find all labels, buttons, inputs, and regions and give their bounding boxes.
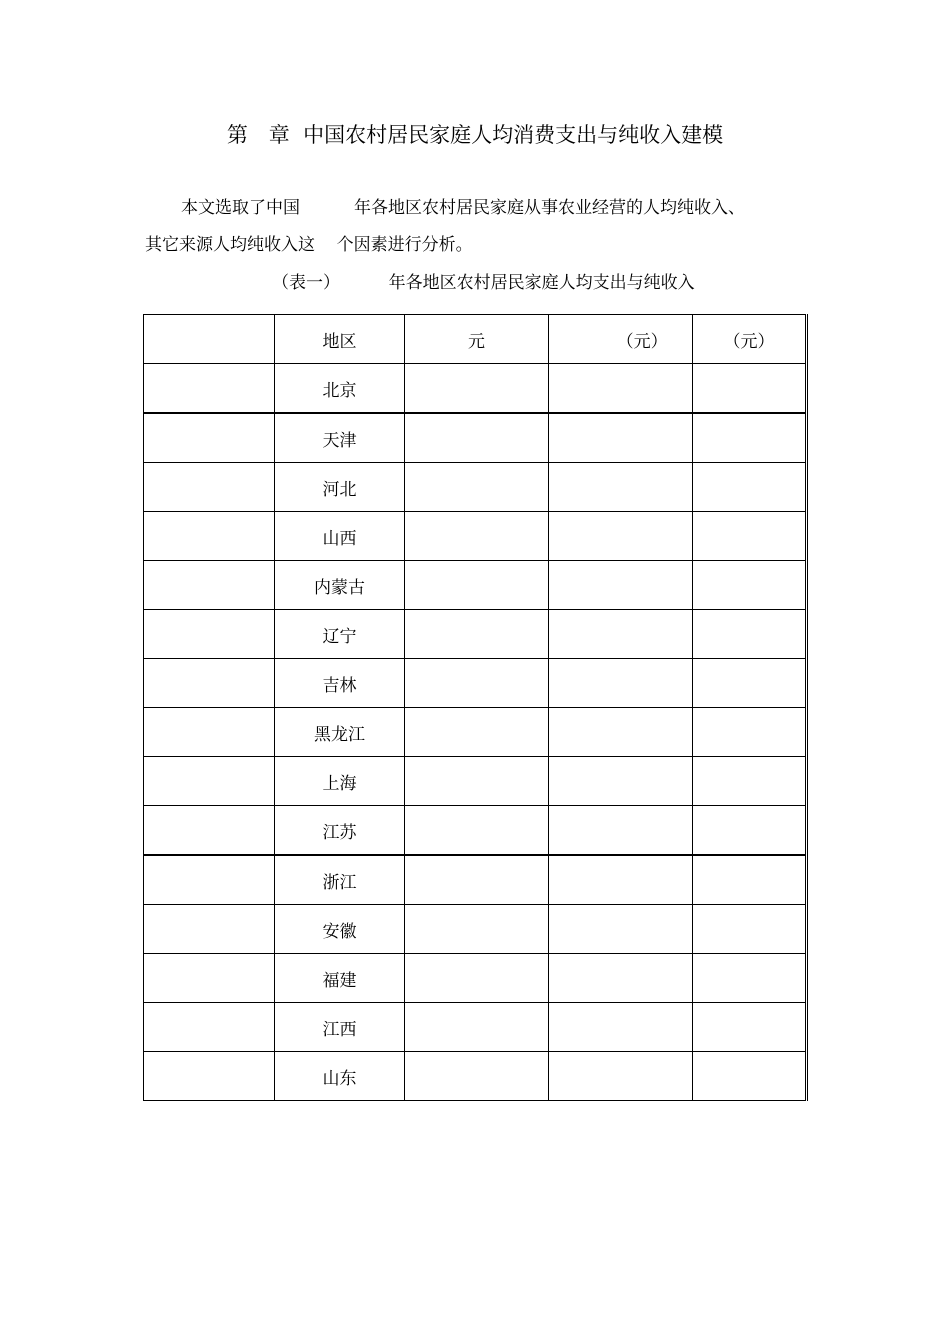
cell-expenditure xyxy=(405,1052,549,1101)
cell-other-income xyxy=(693,512,807,561)
cell-farm-income xyxy=(549,659,693,708)
table-row xyxy=(144,806,807,856)
header-cell-expenditure: 元 xyxy=(405,315,549,364)
cell-index xyxy=(144,659,275,708)
intro-line-1: 本文选取了中国 年各地区农村居民家庭从事农业经营的人均纯收入、 xyxy=(181,198,746,218)
cell-region: 河北 xyxy=(275,463,405,512)
cell-expenditure xyxy=(405,806,549,856)
cell-index xyxy=(144,1052,275,1101)
cell-expenditure xyxy=(405,561,549,610)
cell-farm-income xyxy=(549,463,693,512)
cell-other-income xyxy=(693,954,807,1003)
cell-expenditure xyxy=(405,512,549,561)
cell-other-income xyxy=(693,708,807,757)
cell-expenditure xyxy=(405,905,549,954)
cell-index xyxy=(144,364,275,414)
cell-index xyxy=(144,561,275,610)
cell-other-income xyxy=(693,561,807,610)
cell-other-income xyxy=(693,610,807,659)
cell-farm-income xyxy=(549,905,693,954)
cell-region: 北京 xyxy=(275,364,405,414)
header-cell-index xyxy=(144,315,275,364)
table-row xyxy=(144,413,807,463)
cell-region: 福建 xyxy=(275,954,405,1003)
cell-region: 内蒙古 xyxy=(275,561,405,610)
cell-other-income xyxy=(693,364,807,414)
table-row xyxy=(144,905,807,954)
intro-line-2: 其它来源人均纯收入这 个因素进行分析。 xyxy=(145,235,473,255)
cell-region: 辽宁 xyxy=(275,610,405,659)
header-cell-farm-income: （元） xyxy=(549,315,693,364)
cell-region: 浙江 xyxy=(275,855,405,905)
cell-farm-income xyxy=(549,1003,693,1052)
table-row xyxy=(144,855,807,905)
cell-index xyxy=(144,806,275,856)
cell-farm-income xyxy=(549,806,693,856)
cell-region: 天津 xyxy=(275,413,405,463)
cell-other-income xyxy=(693,1052,807,1101)
cell-expenditure xyxy=(405,1003,549,1052)
table-header-row xyxy=(144,315,807,364)
cell-index xyxy=(144,413,275,463)
cell-expenditure xyxy=(405,610,549,659)
chapter-title: 第 章 中国农村居民家庭人均消费支出与纯收入建模 xyxy=(226,123,724,147)
data-table-container xyxy=(143,314,808,1101)
cell-expenditure xyxy=(405,757,549,806)
cell-farm-income xyxy=(549,954,693,1003)
table-row xyxy=(144,708,807,757)
data-table xyxy=(143,314,808,1101)
table-row xyxy=(144,954,807,1003)
cell-expenditure xyxy=(405,364,549,414)
cell-index xyxy=(144,757,275,806)
cell-index xyxy=(144,855,275,905)
table-row xyxy=(144,512,807,561)
cell-other-income xyxy=(693,905,807,954)
cell-other-income xyxy=(693,855,807,905)
cell-expenditure xyxy=(405,855,549,905)
cell-other-income xyxy=(693,463,807,512)
cell-expenditure xyxy=(405,954,549,1003)
cell-index xyxy=(144,610,275,659)
cell-other-income xyxy=(693,413,807,463)
table-row xyxy=(144,1003,807,1052)
table-caption: （表一） 年各地区农村居民家庭人均支出与纯收入 xyxy=(272,273,695,293)
cell-index xyxy=(144,954,275,1003)
cell-farm-income xyxy=(549,561,693,610)
cell-expenditure xyxy=(405,463,549,512)
cell-region: 江苏 xyxy=(275,806,405,856)
table-row xyxy=(144,659,807,708)
table-row xyxy=(144,610,807,659)
cell-farm-income xyxy=(549,364,693,414)
cell-index xyxy=(144,512,275,561)
cell-index xyxy=(144,1003,275,1052)
table-row xyxy=(144,561,807,610)
table-row xyxy=(144,1052,807,1101)
cell-other-income xyxy=(693,1003,807,1052)
cell-farm-income xyxy=(549,413,693,463)
cell-farm-income xyxy=(549,708,693,757)
cell-region: 黑龙江 xyxy=(275,708,405,757)
table-row xyxy=(144,463,807,512)
cell-region: 上海 xyxy=(275,757,405,806)
cell-region: 山西 xyxy=(275,512,405,561)
cell-region: 江西 xyxy=(275,1003,405,1052)
table-row xyxy=(144,364,807,414)
cell-region: 吉林 xyxy=(275,659,405,708)
header-cell-other-income: （元） xyxy=(693,315,807,364)
cell-farm-income xyxy=(549,1052,693,1101)
cell-region: 安徽 xyxy=(275,905,405,954)
cell-other-income xyxy=(693,757,807,806)
cell-expenditure xyxy=(405,413,549,463)
cell-index xyxy=(144,905,275,954)
cell-expenditure xyxy=(405,659,549,708)
cell-farm-income xyxy=(549,757,693,806)
cell-farm-income xyxy=(549,855,693,905)
table-row xyxy=(144,757,807,806)
cell-expenditure xyxy=(405,708,549,757)
cell-farm-income xyxy=(549,512,693,561)
cell-index xyxy=(144,463,275,512)
cell-other-income xyxy=(693,806,807,856)
cell-index xyxy=(144,708,275,757)
cell-other-income xyxy=(693,659,807,708)
header-cell-region: 地区 xyxy=(275,315,405,364)
cell-region: 山东 xyxy=(275,1052,405,1101)
cell-farm-income xyxy=(549,610,693,659)
